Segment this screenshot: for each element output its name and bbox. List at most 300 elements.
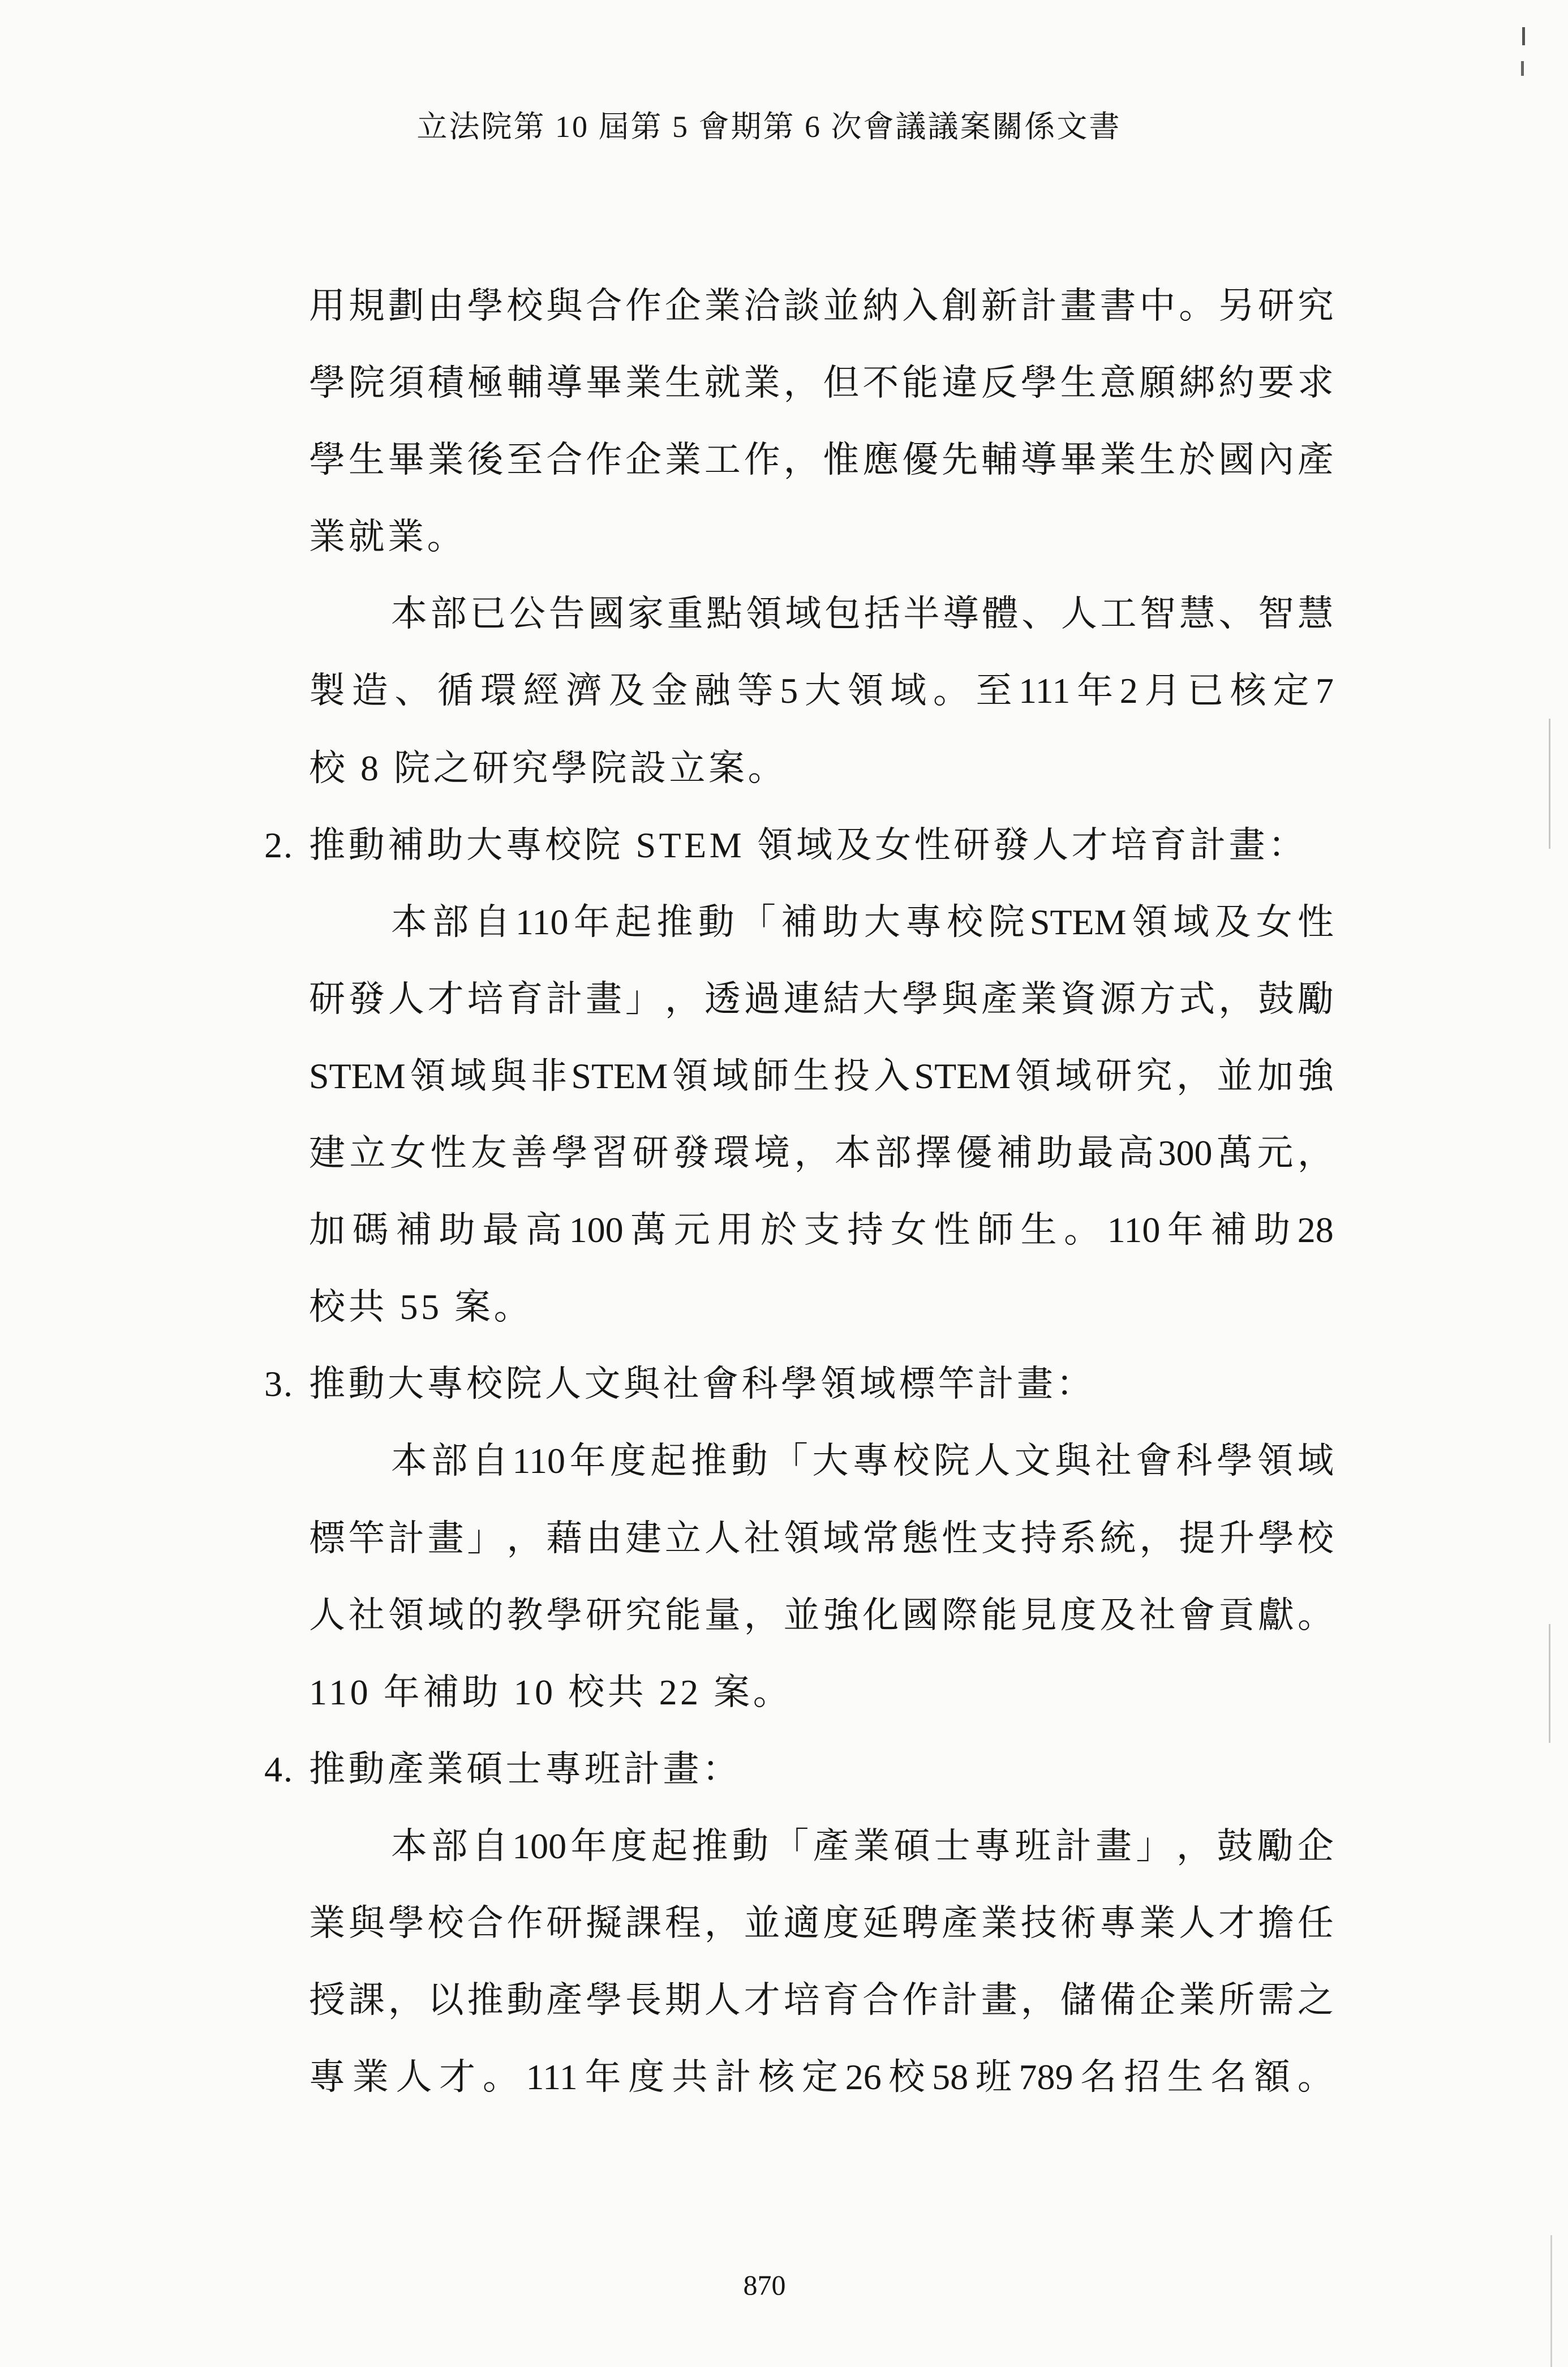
line-glyph: 高 [1118,1133,1154,1174]
line-glyph: 業 [309,1902,345,1943]
line-glyph: 計 [1055,1825,1092,1866]
line-glyph: 畢 [388,440,424,480]
line-glyph: 領 [388,1595,424,1635]
line-glyph: 助 [822,901,859,942]
line-glyph: 企 [1139,1980,1176,2021]
line-glyph: 110 [515,901,569,942]
line-glyph: 支 [981,1518,1017,1558]
line-glyph: 能 [981,1595,1017,1635]
line-glyph: 規 [348,286,385,326]
line-glyph: 院 [348,363,385,403]
line-glyph: 26 [845,2057,882,2098]
line-glyph: 至 [976,671,1012,711]
line-glyph: 度 [1060,1595,1097,1635]
item-heading [0,807,1568,884]
line-glyph: 校 [1297,1518,1334,1558]
line-glyph: 大 [812,1441,849,1481]
line-glyph: 5 [780,671,798,711]
line-glyph: 人 [1179,1902,1215,1943]
line-glyph: 建 [309,1133,345,1174]
line-glyph: 業 [625,363,661,403]
line-glyph: 由 [427,286,464,326]
line-glyph: 、 [1218,594,1255,634]
line-glyph: 另 [1218,286,1255,326]
line-glyph: 業 [1179,1980,1215,2021]
line-glyph: 洽 [744,286,780,326]
paragraph-fields [0,575,1568,806]
line-glyph: 意 [1099,363,1136,403]
line-glyph: 國 [1218,440,1255,480]
line-glyph: 研 [632,1133,669,1174]
body-line: 110 年補助 10 校共 22 案。 [309,1672,793,1712]
line-glyph: 動 [698,901,734,942]
body-line: 業就業。 [309,517,466,557]
line-glyph: 究 [1297,286,1334,326]
line-glyph: 用 [309,286,345,326]
line-glyph: 長 [625,1980,661,2021]
line-glyph: ， [1218,978,1255,1019]
line-glyph: 性 [1297,901,1334,942]
line-glyph: 領 [1015,1055,1051,1096]
line-glyph: 友 [470,1133,507,1174]
line-glyph: 環 [480,671,517,711]
line-glyph: 作 [744,440,780,480]
line-glyph: 計 [942,1980,978,2021]
line-glyph: 於 [760,1210,797,1251]
line-glyph: 作 [902,1980,939,2021]
line-glyph: ， [506,1518,543,1558]
line-glyph: 企 [1297,1825,1334,1866]
line-glyph: 常 [862,1518,899,1558]
line-glyph: 、 [394,671,431,711]
line-glyph: 投 [833,1055,870,1096]
item-heading [0,1346,1568,1423]
line-glyph: 見 [1020,1595,1057,1635]
line-glyph: 企 [625,440,661,480]
line-glyph: ， [388,1980,424,2021]
line-glyph: 專 [905,901,942,942]
line-glyph: 強 [1297,1055,1334,1096]
line-glyph: 點 [706,594,743,634]
line-glyph: 度 [628,2057,665,2098]
line-glyph: 部 [432,901,469,942]
body-line [309,1500,1334,1577]
line-glyph: 班 [1015,1825,1051,1866]
line-glyph: 過 [744,978,780,1019]
line-glyph: 公 [509,594,545,634]
line-glyph: 110 [1107,1210,1161,1251]
line-glyph: 度 [609,1441,646,1481]
paragraph-intro [0,268,1568,575]
line-glyph: ， [704,1902,741,1943]
line-glyph: 後 [467,440,504,480]
line-glyph: 。 [1179,286,1215,326]
line-glyph: 以 [427,1980,464,2021]
line-glyph: 才 [744,1980,780,2021]
line-glyph: 院 [988,901,1025,942]
line-glyph: 要 [1258,363,1294,403]
line-glyph: 由 [586,1518,622,1558]
line-glyph: 28 [1297,1210,1334,1251]
line-glyph: 學 [551,1133,588,1174]
line-glyph: 。 [1297,2057,1334,2098]
line-glyph: 本 [391,1441,427,1481]
line-glyph: STEM [914,1055,1011,1096]
line-glyph: 包 [824,594,861,634]
line-glyph: 產 [813,1825,849,1866]
line-glyph: 畫 [1096,1825,1132,1866]
line-glyph: 濟 [565,671,602,711]
line-glyph: 域 [427,1595,464,1635]
line-glyph: 招 [1123,2057,1160,2098]
line-glyph: 際 [942,1595,978,1635]
line-glyph: 產 [546,1980,583,2021]
line-glyph: 先 [942,440,978,480]
line-glyph: 並 [823,286,860,326]
line-glyph: 技 [1020,1902,1057,1943]
line-glyph: 劃 [388,286,424,326]
line-glyph: 並 [1217,1055,1253,1096]
line-glyph: 才 [1218,1902,1255,1943]
line-glyph: 本 [391,594,427,634]
line-glyph: ， [783,440,820,480]
line-glyph: 透 [704,978,741,1019]
line-glyph: 「 [772,1825,809,1866]
line-glyph: 領 [745,594,782,634]
line-glyph: 科 [1176,1441,1213,1481]
line-glyph: 萬 [630,1210,667,1251]
line-glyph: 789 [1019,2057,1073,2098]
line-glyph: 域 [1297,1441,1334,1481]
body-line [391,575,1334,652]
line-glyph: 強 [823,1595,860,1635]
line-glyph: 藉 [546,1518,583,1558]
line-glyph: 願 [1139,363,1176,403]
line-glyph: 年 [1167,1210,1204,1251]
line-glyph: 習 [592,1133,629,1174]
line-glyph: 勵 [1257,1825,1294,1866]
line-glyph: 推 [656,901,693,942]
line-glyph: 產 [942,1902,978,1943]
body-line [309,422,1334,499]
line-glyph: 起 [650,1441,687,1481]
line-glyph: 學 [467,286,504,326]
line-glyph: 擇 [915,1133,952,1174]
line-glyph: 度 [611,1825,647,1866]
line-glyph: 業 [704,286,741,326]
line-glyph: 中 [1139,286,1176,326]
line-glyph: 儲 [1060,1980,1097,2021]
line-glyph: 學 [1020,363,1057,403]
line-glyph: 域 [890,671,927,711]
line-glyph: 加 [1257,1055,1294,1096]
line-glyph: 合 [546,440,583,480]
line-glyph: 育 [823,1980,860,2021]
line-glyph: 計 [546,978,583,1019]
line-glyph: 部 [875,1133,912,1174]
line-glyph: 補 [1210,1210,1247,1251]
line-glyph: 畫 [981,1980,1017,2021]
line-glyph: 」 [1136,1825,1172,1866]
line-glyph: 年 [570,1825,607,1866]
body-line [309,1885,1334,1962]
body-line [391,1808,1334,1885]
line-glyph: 善 [511,1133,548,1174]
line-glyph: 家 [627,594,664,634]
line-glyph: 企 [664,286,701,326]
body-line [309,1038,1334,1115]
page-number: 870 [743,2269,786,2301]
line-glyph: 化 [862,1595,899,1635]
line-glyph: 部 [430,594,467,634]
line-glyph: 違 [942,363,978,403]
line-glyph: 補 [396,1210,432,1251]
line-glyph: 適 [783,1902,820,1943]
body-line [391,1423,1334,1500]
line-glyph: 書 [1099,286,1136,326]
line-glyph: 人 [704,1980,741,2021]
line-glyph: 延 [862,1902,899,1943]
line-glyph: 校 [506,286,543,326]
line-glyph: 大 [804,671,841,711]
line-glyph: 生 [1167,2057,1204,2098]
line-glyph: 業 [352,2057,389,2098]
line-glyph: 本 [391,1825,427,1866]
line-glyph: 造 [351,671,388,711]
line-glyph: 自 [471,1441,508,1481]
line-glyph: STEM [309,1055,406,1096]
line-glyph: 源 [1099,978,1136,1019]
line-glyph: 人 [974,1441,1011,1481]
line-glyph: 立 [349,1133,386,1174]
line-glyph: 人 [704,1518,741,1558]
line-glyph: 極 [467,363,504,403]
line-glyph: 及 [608,671,645,711]
line-glyph: 域 [1055,1055,1092,1096]
line-glyph: 才 [439,2057,476,2098]
line-glyph: 起 [615,901,652,942]
line-glyph: 並 [744,1902,780,1943]
line-glyph: 工 [1100,594,1137,634]
line-glyph: 最 [482,1210,519,1251]
line-glyph: 半 [903,594,940,634]
line-glyph: 生 [1139,440,1176,480]
line-glyph: 方 [1139,978,1176,1019]
line-glyph: 2 [1119,671,1138,711]
line-glyph: 計 [388,1518,424,1558]
line-glyph: 求 [1297,363,1334,403]
line-glyph: 生 [348,440,385,480]
line-glyph: 業 [744,363,780,403]
line-glyph: 能 [902,363,939,403]
line-glyph: 助 [439,1210,475,1251]
line-glyph: 智 [1140,594,1176,634]
line-glyph: 合 [467,1902,504,1943]
line-glyph: 持 [847,1210,884,1251]
line-glyph: 本 [391,901,427,942]
line-glyph: 領 [672,1055,708,1096]
line-glyph: 域 [785,594,822,634]
body-line: 校共 55 案。 [309,1287,533,1328]
line-glyph: 的 [467,1595,504,1635]
scan-mark [1521,61,1524,76]
line-glyph: 校 [947,901,983,942]
line-glyph: 綁 [1179,363,1215,403]
line-glyph: 用 [717,1210,754,1251]
line-glyph: 校 [893,1441,930,1481]
line-glyph: 研 [309,978,345,1019]
line-glyph: 自 [474,901,510,942]
line-glyph: 元 [673,1210,710,1251]
line-glyph: 及 [1214,901,1251,942]
line-glyph: 環 [713,1133,750,1174]
line-glyph: 人 [388,978,424,1019]
line-glyph: 需 [1258,1980,1294,2021]
item-number: 2. [264,824,294,865]
line-glyph: ， [1139,1518,1176,1558]
line-glyph: 竿 [348,1518,385,1558]
line-glyph: 文 [1014,1441,1051,1481]
line-glyph: 產 [981,978,1017,1019]
line-glyph: 入 [874,1055,910,1096]
line-glyph: 生 [1060,363,1097,403]
line-glyph: 生 [793,1055,830,1096]
line-glyph: ， [1176,1825,1213,1866]
line-glyph: 名 [1210,2057,1247,2098]
document-body [0,268,1568,2116]
item-title: 推動補助大專校院 STEM 領域及女性研發人才培育計畫： [309,824,1308,865]
line-glyph: 告 [548,594,585,634]
line-glyph: 約 [1218,363,1255,403]
line-glyph: 畫 [1060,286,1097,326]
line-glyph: 補 [996,1133,1033,1174]
line-glyph: 領 [410,1055,446,1096]
item-4 [0,1731,1568,2116]
line-glyph: 共 [671,2057,708,2098]
line-glyph: 校 [888,2057,925,2098]
line-glyph: 新 [981,286,1017,326]
line-glyph: 合 [862,1980,899,2021]
line-glyph: 部 [431,1441,468,1481]
line-glyph: 域 [1173,901,1210,942]
line-glyph: 才 [427,978,464,1019]
line-glyph: 師 [977,1210,1013,1251]
line-glyph: 7 [1316,671,1334,711]
line-glyph: 獻 [1258,1595,1294,1635]
line-glyph: 領 [847,671,884,711]
line-glyph: 結 [823,978,860,1019]
line-glyph: 推 [690,1441,727,1481]
scan-mark [1522,27,1525,45]
body-line [309,1577,1334,1654]
line-glyph: 生 [664,363,701,403]
line-glyph: 畢 [1060,440,1097,480]
line-glyph: 作 [586,440,622,480]
line-glyph: 工 [704,440,741,480]
line-glyph: 碩 [893,1825,930,1866]
line-glyph: 提 [1179,1518,1215,1558]
line-glyph: 課 [348,1980,385,2021]
line-glyph: 110 [512,1441,566,1481]
line-glyph: 產 [1297,440,1334,480]
line-glyph: 女 [389,1133,426,1174]
line-glyph: 計 [1020,286,1057,326]
line-glyph: 定 [1273,671,1309,711]
line-glyph: 性 [934,1210,970,1251]
line-glyph: 至 [506,440,543,480]
item-number: 4. [264,1749,294,1789]
line-glyph: 與 [1055,1441,1092,1481]
line-glyph: 並 [783,1595,820,1635]
line-glyph: 自 [471,1825,508,1866]
line-glyph: 輔 [981,440,1017,480]
line-glyph: 培 [467,978,504,1019]
running-header: 立法院第 10 屆第 5 會期第 6 次會議議案關係文書 [416,110,1122,144]
line-glyph: 國 [588,594,625,634]
line-glyph: 談 [783,286,820,326]
line-glyph: 計 [715,2057,751,2098]
line-glyph: 合 [586,286,622,326]
line-glyph: 學 [902,978,939,1019]
line-glyph: 國 [902,1595,939,1635]
line-glyph: 社 [1095,1441,1132,1481]
line-glyph: 優 [902,440,939,480]
line-glyph: 育 [506,978,543,1019]
line-glyph: 研 [546,1902,583,1943]
line-glyph: 定 [801,2057,838,2098]
line-glyph: 作 [506,1902,543,1943]
line-glyph: 入 [902,286,939,326]
body-line [309,268,1334,345]
line-glyph: 連 [783,978,820,1019]
item-number: 3. [264,1364,294,1404]
line-glyph: 量 [704,1595,741,1635]
line-glyph: 資 [1060,978,1097,1019]
line-glyph: 名 [1080,2057,1117,2098]
scan-edge-shadow [1550,2235,1552,2367]
line-glyph: 及 [1099,1595,1136,1635]
line-glyph: 學 [546,1595,583,1635]
line-glyph: 域 [712,1055,749,1096]
line-glyph: 推 [467,1980,504,2021]
line-glyph: 體 [982,594,1019,634]
line-glyph: 鼓 [1258,978,1294,1019]
item-3 [0,1346,1568,1730]
line-glyph: 社 [348,1595,385,1635]
line-glyph: 畢 [586,363,622,403]
line-glyph: 士 [934,1825,970,1866]
line-glyph: 非 [531,1055,568,1096]
line-glyph: 式 [1179,978,1215,1019]
line-glyph: 社 [744,1518,780,1558]
line-glyph: 培 [783,1980,820,2021]
line-glyph: 專 [309,2057,345,2098]
line-glyph: 建 [625,1518,661,1558]
line-glyph: 「 [771,1441,808,1481]
line-glyph: 生 [1020,1210,1057,1251]
line-glyph: 作 [625,286,661,326]
line-glyph: 。 [482,2057,519,2098]
body-line [309,2039,1334,2116]
line-glyph: 慧 [1179,594,1215,634]
line-glyph: 師 [753,1055,789,1096]
line-glyph: 域 [823,1518,860,1558]
line-glyph: 核 [1230,671,1266,711]
line-glyph: 本 [834,1133,871,1174]
line-glyph: 學 [309,363,345,403]
line-glyph: 積 [427,363,464,403]
line-glyph: 融 [694,671,731,711]
